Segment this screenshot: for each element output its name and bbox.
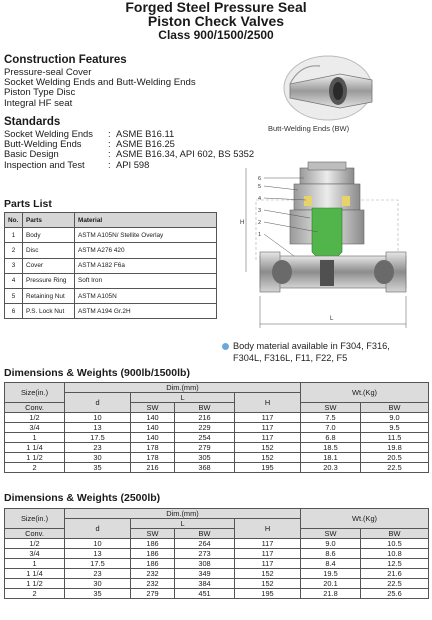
dim-table-cell: 152	[235, 569, 301, 579]
dim-table-cell: 152	[235, 443, 301, 453]
parts-cell: 5	[5, 288, 23, 303]
dim-header-weight-bw: BW	[361, 403, 429, 413]
dim-table-row	[5, 423, 429, 433]
construction-item: Pressure-seal Cover	[4, 67, 92, 78]
dim-header-h: H	[235, 393, 301, 413]
dim-table-cell: 264	[175, 539, 235, 549]
construction-item: Integral HF seat	[4, 97, 73, 109]
construction-heading: Construction Features	[4, 54, 127, 66]
dim-table-cell: 279	[175, 443, 235, 453]
dim-table-cell: 13	[65, 423, 131, 433]
dim-table-1-heading: Dimensions & Weights (900lb/1500lb)	[4, 367, 190, 379]
callout-2: 2	[258, 220, 262, 226]
construction-list	[4, 68, 196, 109]
dim-table-row	[5, 539, 429, 549]
dim-table-cell: 140	[131, 423, 175, 433]
dim-table-cell: 7.5	[301, 413, 361, 423]
dim-table-cell: 186	[131, 559, 175, 569]
dim-table-cell: 17.5	[65, 433, 131, 443]
dim-header-l: L	[131, 519, 235, 529]
dim-table-cell: 9.0	[301, 539, 361, 549]
dim-table-2500	[4, 508, 429, 599]
dim-table-row	[5, 589, 429, 599]
standard-colon: :	[108, 128, 111, 139]
dim-table-cell: 22.5	[361, 463, 429, 473]
dim-header-weight-sw: SW	[301, 529, 361, 539]
dim-header-weight: Wt.(Kg)	[301, 383, 429, 403]
dim-table-cell: 229	[175, 423, 235, 433]
dim-table-cell: 7.0	[301, 423, 361, 433]
standard-key: Socket Welding Ends	[4, 128, 93, 139]
dim-table-cell: 349	[175, 569, 235, 579]
dim-table-cell: 1 1/2	[5, 453, 65, 463]
dim-table-cell: 186	[131, 539, 175, 549]
standard-key: Basic Design	[4, 148, 59, 160]
parts-cell: ASTM A276 420	[75, 243, 217, 258]
dim-table-row	[5, 569, 429, 579]
dim-table-cell: 152	[235, 453, 301, 463]
dim-table-cell: 305	[175, 453, 235, 463]
parts-cell: Pressure Ring	[23, 273, 75, 288]
dim-header-sw: SW	[131, 529, 175, 539]
standard-key: Inspection and Test	[4, 158, 85, 170]
dim-table-row	[5, 559, 429, 569]
dim-header-bw: BW	[175, 529, 235, 539]
dim-table-cell: 140	[131, 433, 175, 443]
parts-row	[5, 304, 217, 319]
callout-4: 4	[258, 196, 262, 202]
dim-table-cell: 18.1	[301, 453, 361, 463]
dim-header-conv: Conv.	[5, 529, 65, 539]
parts-list-table	[4, 212, 217, 319]
dim-header-weight-bw: BW	[361, 529, 429, 539]
parts-cell: Retaining Nut	[23, 288, 75, 303]
dim-table-cell: 308	[175, 559, 235, 569]
dim-table-cell: 216	[131, 463, 175, 473]
dim-table-900-1500	[4, 382, 429, 473]
dim-table-cell: 22.5	[361, 579, 429, 589]
dim-table-cell: 1 1/4	[5, 569, 65, 579]
dim-table-cell: 1 1/2	[5, 579, 65, 589]
dim-table-cell: 152	[235, 579, 301, 589]
standard-colon: :	[108, 138, 111, 150]
dim-header-weight-sw: SW	[301, 403, 361, 413]
dim-table-cell: 368	[175, 463, 235, 473]
document-title	[0, 0, 432, 42]
dim-table-cell: 18.5	[301, 443, 361, 453]
dim-header-weight: Wt.(Kg)	[301, 509, 429, 529]
dim-table-cell: 13	[65, 549, 131, 559]
dim-table-cell: 3/4	[5, 423, 65, 433]
dim-table-cell: 20.5	[361, 453, 429, 463]
dim-header-conv: Conv.	[5, 403, 65, 413]
standards-list	[4, 129, 254, 170]
dim-table-cell: 10	[65, 539, 131, 549]
butt-welding-end-picture	[280, 54, 376, 122]
valve-section-drawing	[238, 160, 426, 338]
parts-header-parts: Parts	[23, 213, 75, 228]
dim-table-cell: 1/2	[5, 539, 65, 549]
callout-5: 5	[258, 184, 262, 190]
callout-3: 3	[258, 208, 262, 214]
dim-table-row	[5, 433, 429, 443]
standard-colon: :	[108, 158, 111, 170]
parts-cell: P.S. Lock Nut	[23, 304, 75, 319]
parts-row	[5, 288, 217, 303]
parts-row	[5, 273, 217, 288]
dim-table-cell: 186	[131, 549, 175, 559]
dim-table-cell: 10.8	[361, 549, 429, 559]
dim-header-h: H	[235, 519, 301, 539]
dim-table-cell: 117	[235, 413, 301, 423]
dim-table-cell: 10.5	[361, 539, 429, 549]
dim-table-cell: 35	[65, 589, 131, 599]
dim-table-cell: 19.5	[301, 569, 361, 579]
parts-cell: Soft Iron	[75, 273, 217, 288]
construction-item: Socket Welding Ends and Butt-Welding Ends	[4, 77, 196, 89]
standards-heading: Standards	[4, 116, 61, 128]
dim-header-size: Size(in.)	[5, 383, 65, 403]
dim-header-size: Size(in.)	[5, 509, 65, 529]
parts-cell: ASTM A182 F6a	[75, 258, 217, 273]
note-line-1: Body material available in F304, F316,	[233, 341, 390, 351]
butt-welding-caption: Butt-Welding Ends (BW)	[268, 124, 350, 133]
dim-table-cell: 21.6	[361, 569, 429, 579]
parts-cell: 4	[5, 273, 23, 288]
parts-cell: 6	[5, 304, 23, 319]
parts-header-no: No.	[5, 213, 23, 228]
dim-header-row	[5, 383, 429, 393]
standard-row	[4, 160, 254, 170]
dim-table-cell: 21.8	[301, 589, 361, 599]
parts-cell: 2	[5, 243, 23, 258]
parts-header-row	[5, 213, 217, 228]
dim-table-cell: 1/2	[5, 413, 65, 423]
dim-table-row	[5, 453, 429, 463]
dim-table-cell: 117	[235, 423, 301, 433]
dim-table-cell: 20.3	[301, 463, 361, 473]
dim-table-cell: 19.8	[361, 443, 429, 453]
dim-table-cell: 9.5	[361, 423, 429, 433]
dim-table-cell: 11.5	[361, 433, 429, 443]
dim-table-cell: 23	[65, 443, 131, 453]
parts-row	[5, 228, 217, 243]
dim-table-row	[5, 549, 429, 559]
parts-cell: Body	[23, 228, 75, 243]
dim-table-cell: 30	[65, 579, 131, 589]
title-line-2: Piston Check Valves	[147, 13, 285, 29]
dim-table-cell: 2	[5, 589, 65, 599]
standard-colon: :	[108, 148, 111, 160]
dim-table-cell: 20.1	[301, 579, 361, 589]
dim-table-cell: 195	[235, 589, 301, 599]
parts-header-material: Material	[75, 213, 217, 228]
parts-cell: ASTM A105N	[75, 288, 217, 303]
dim-header-l: L	[131, 393, 235, 403]
dim-table-cell: 232	[131, 569, 175, 579]
dim-table-cell: 9.0	[361, 413, 429, 423]
dim-table-cell: 1	[5, 559, 65, 569]
dim-table-cell: 8.6	[301, 549, 361, 559]
dim-table-cell: 178	[131, 453, 175, 463]
dim-table-cell: 2	[5, 463, 65, 473]
callout-6: 6	[258, 176, 262, 182]
dim-header-row	[5, 509, 429, 519]
dim-table-cell: 30	[65, 453, 131, 463]
title-line-1: Forged Steel Pressure Seal	[125, 0, 307, 15]
dim-table-cell: 451	[175, 589, 235, 599]
parts-list-heading: Parts List	[4, 198, 52, 210]
dim-table-cell: 1	[5, 433, 65, 443]
dim-table-cell: 17.5	[65, 559, 131, 569]
dim-table-cell: 195	[235, 463, 301, 473]
dim-header-bw: BW	[175, 403, 235, 413]
dim-table-cell: 6.8	[301, 433, 361, 443]
title-line-3: Class 900/1500/2500	[158, 28, 274, 42]
parts-row	[5, 243, 217, 258]
dim-table-cell: 10	[65, 413, 131, 423]
dim-table-cell: 117	[235, 549, 301, 559]
dim-table-cell: 12.5	[361, 559, 429, 569]
dim-table-cell: 25.6	[361, 589, 429, 599]
dim-table-2-heading: Dimensions & Weights (2500lb)	[4, 492, 161, 504]
dim-table-cell: 117	[235, 559, 301, 569]
dim-table-cell: 117	[235, 433, 301, 443]
standard-value: ASME B16.34, API 602, BS 5352	[116, 148, 255, 160]
dim-table-cell: 178	[131, 443, 175, 453]
dim-table-row	[5, 579, 429, 589]
dim-table-cell: 232	[131, 579, 175, 589]
dimension-l-label: L	[330, 316, 334, 322]
bullet-dot-icon	[222, 343, 229, 350]
parts-cell: 1	[5, 228, 23, 243]
parts-row	[5, 258, 217, 273]
dim-table-cell: 1 1/4	[5, 443, 65, 453]
callout-1: 1	[258, 232, 262, 238]
parts-cell: ASTM A194 Gr.2H	[75, 304, 217, 319]
parts-cell: 3	[5, 258, 23, 273]
dim-table-cell: 35	[65, 463, 131, 473]
dim-table-cell: 254	[175, 433, 235, 443]
dim-table-cell: 8.4	[301, 559, 361, 569]
standard-value: ASME B16.11	[116, 128, 175, 139]
construction-item: Piston Type Disc	[4, 87, 76, 99]
standard-value: ASME B16.25	[116, 138, 175, 150]
dim-table-row	[5, 413, 429, 423]
dim-header-d: d	[65, 519, 131, 539]
dim-table-cell: 279	[131, 589, 175, 599]
dim-table-cell: 3/4	[5, 549, 65, 559]
standard-key: Butt-Welding Ends	[4, 138, 82, 150]
standard-value: API 598	[116, 158, 150, 170]
parts-cell: Cover	[23, 258, 75, 273]
dim-table-cell: 117	[235, 539, 301, 549]
dim-header-d: d	[65, 393, 131, 413]
dim-table-cell: 140	[131, 413, 175, 423]
note-line-2: F304L, F316L, F11, F22, F5	[233, 352, 348, 363]
dimension-h-label: H	[240, 220, 245, 226]
body-material-note	[222, 341, 390, 364]
dim-table-row	[5, 443, 429, 453]
dim-header-dim: Dim.(mm)	[65, 383, 301, 393]
dim-table-cell: 273	[175, 549, 235, 559]
dim-table-row	[5, 463, 429, 473]
dim-table-cell: 216	[175, 413, 235, 423]
dim-header-sw: SW	[131, 403, 175, 413]
dim-table-cell: 23	[65, 569, 131, 579]
parts-cell: Disc	[23, 243, 75, 258]
dim-header-dim: Dim.(mm)	[65, 509, 301, 519]
dim-table-cell: 384	[175, 579, 235, 589]
parts-cell: ASTM A105N/ Stellite Overlay	[75, 228, 217, 243]
